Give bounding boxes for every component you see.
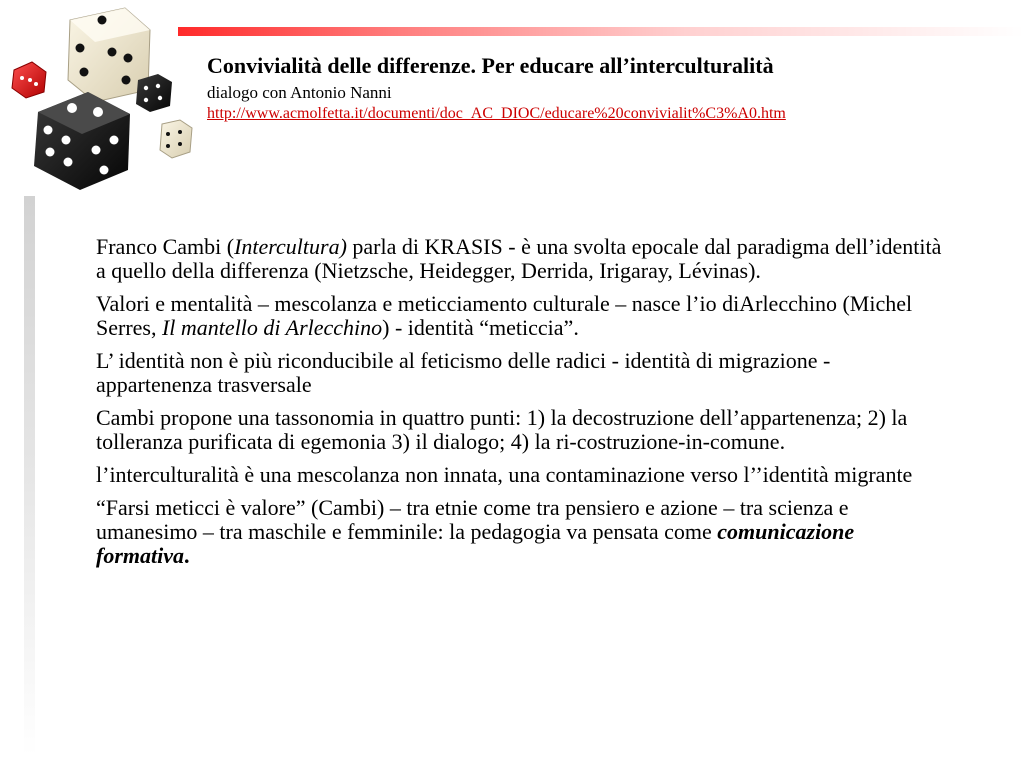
source-link[interactable]: http://www.acmolfetta.it/documenti/doc_AC_DIOC/educare%20convivialit%C3%A0.htm [207, 105, 786, 122]
left-accent-bar [24, 196, 35, 756]
slide-header [207, 53, 1007, 124]
text-run-bold-italic: comunicazione formativa [96, 519, 855, 568]
text-run: ) - identità “meticcia”. [382, 315, 579, 340]
slide-body [96, 235, 946, 577]
text-run: Cambi propone una tassonomia in quattro punti: 1) la decostruzione dell’appartenenza; 2) la tolleranza purificata di egemonia 3) il dialogo; 4) la ri-costruzione-in-comune. [96, 405, 908, 454]
top-accent-bar [178, 27, 1024, 36]
text-run-bold: . [184, 543, 190, 568]
text-run: “Farsi meticci è valore” (Cambi) – tra etnie come tra pensiero e azione – tra scienza e umanesimo – tra maschile e femminile: la pedagogia va pensata come [96, 495, 849, 544]
body-paragraph [96, 406, 946, 454]
body-paragraph [96, 235, 946, 283]
body-paragraph [96, 349, 946, 397]
text-run-italic: Il mantello di Arlecchino [161, 315, 383, 340]
text-run: L’ identità non è più riconducibile al feticismo delle radici - identità di migrazione - appartenenza trasversale [96, 348, 831, 397]
text-run: parla di KRASIS - è una svolta epocale dal paradigma dell’identità a quello della differenza (Nietzsche, Heidegger, Derrida, Irigaray, Lévinas). [96, 234, 942, 283]
body-paragraph [96, 496, 946, 568]
text-run: Franco Cambi ( [96, 234, 235, 259]
body-paragraph [96, 463, 946, 487]
dice-icon [0, 0, 200, 200]
text-run: Valori e mentalità – mescolanza e meticciamento culturale – nasce l’io diArlecchino (Michel Serres, [96, 291, 913, 340]
text-run-italic: Intercultura) [234, 234, 347, 259]
body-paragraph [96, 292, 946, 340]
slide-title: Convivialità delle differenze. Per educare all’interculturalità [207, 53, 774, 78]
slide-subtitle: dialogo con Antonio Nanni [207, 83, 392, 102]
text-run: l’interculturalità è una mescolanza non innata, una contaminazione verso l’’identità migrante [96, 462, 913, 487]
